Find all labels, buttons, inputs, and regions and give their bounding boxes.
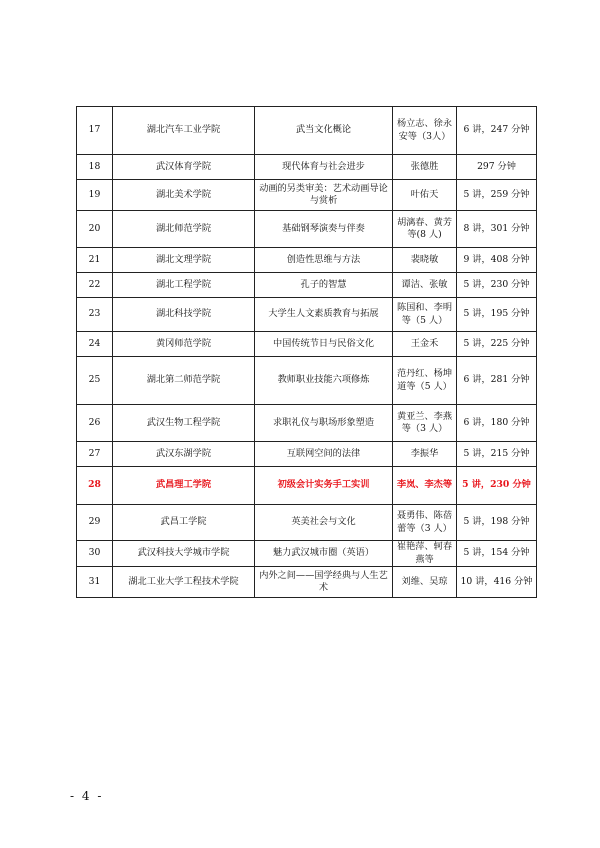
course-hours: 297 分钟: [457, 155, 537, 180]
table-row: [77, 505, 537, 541]
row-number: 25: [77, 357, 113, 405]
teacher-names: 胡漓春、黄芳等(8 人): [393, 211, 457, 248]
teacher-names: 陈国和、李明等（5 人）: [393, 298, 457, 332]
row-number: 22: [77, 273, 113, 298]
row-number: 26: [77, 405, 113, 442]
table-row: [77, 155, 537, 180]
course-name: 英美社会与文化: [255, 505, 393, 541]
school-name: 武汉体育学院: [113, 155, 255, 180]
school-name: 武昌工学院: [113, 505, 255, 541]
course-hours: 6 讲，247 分钟: [457, 107, 537, 155]
row-number: 20: [77, 211, 113, 248]
teacher-names: 刘维、吴琼: [393, 567, 457, 598]
teacher-names: 叶佑天: [393, 180, 457, 211]
school-name: 武汉东湖学院: [113, 442, 255, 467]
teacher-names: 黄亚兰、李燕等（3 人）: [393, 405, 457, 442]
teacher-names: 聂勇伟、陈蓓蕾等（3 人）: [393, 505, 457, 541]
school-name: 湖北工程学院: [113, 273, 255, 298]
row-number: 30: [77, 541, 113, 567]
school-name: 武昌理工学院: [113, 467, 255, 505]
row-number: 23: [77, 298, 113, 332]
row-number: 27: [77, 442, 113, 467]
teacher-names: 杨立志、徐永安等（3人）: [393, 107, 457, 155]
school-name: 武汉科技大学城市学院: [113, 541, 255, 567]
teacher-names: 范丹红、杨坤道等（5 人）: [393, 357, 457, 405]
course-name: 互联网空间的法律: [255, 442, 393, 467]
course-hours: 10 讲，416 分钟: [457, 567, 537, 598]
course-hours: 6 讲，180 分钟: [457, 405, 537, 442]
table-row: [77, 357, 537, 405]
school-name: 湖北科技学院: [113, 298, 255, 332]
school-name: 湖北文理学院: [113, 248, 255, 273]
course-name: 创造性思维与方法: [255, 248, 393, 273]
course-name: 现代体育与社会进步: [255, 155, 393, 180]
course-table: [76, 106, 537, 598]
row-number: 29: [77, 505, 113, 541]
teacher-names: 李岚、李杰等: [393, 467, 457, 505]
table-row: [77, 467, 537, 505]
row-number: 31: [77, 567, 113, 598]
table-row: [77, 541, 537, 567]
table-row: [77, 180, 537, 211]
row-number: 18: [77, 155, 113, 180]
course-hours: 5 讲，230 分钟: [457, 273, 537, 298]
teacher-names: 崔艳萍、轲春燕等: [393, 541, 457, 567]
table-row: [77, 332, 537, 357]
school-name: 湖北美术学院: [113, 180, 255, 211]
table-row: [77, 405, 537, 442]
teacher-names: 裴晓敏: [393, 248, 457, 273]
row-number: 19: [77, 180, 113, 211]
course-name: 动画的另类审美：艺术动画导论与赏析: [255, 180, 393, 211]
table-row: [77, 248, 537, 273]
course-name: 教师职业技能六项修炼: [255, 357, 393, 405]
table-row: [77, 298, 537, 332]
row-number: 24: [77, 332, 113, 357]
teacher-names: 王金禾: [393, 332, 457, 357]
course-name: 求职礼仪与职场形象塑造: [255, 405, 393, 442]
course-hours: 9 讲，408 分钟: [457, 248, 537, 273]
teacher-names: 李振华: [393, 442, 457, 467]
school-name: 武汉生物工程学院: [113, 405, 255, 442]
table-row: [77, 567, 537, 598]
course-name: 孔子的智慧: [255, 273, 393, 298]
table-row: [77, 273, 537, 298]
school-name: 黄冈师范学院: [113, 332, 255, 357]
course-hours: 5 讲，230 分钟: [457, 467, 537, 505]
school-name: 湖北师范学院: [113, 211, 255, 248]
school-name: 湖北汽车工业学院: [113, 107, 255, 155]
row-number: 21: [77, 248, 113, 273]
table-row: [77, 442, 537, 467]
course-name: 基础钢琴演奏与伴奏: [255, 211, 393, 248]
course-hours: 5 讲，259 分钟: [457, 180, 537, 211]
course-name: 武当文化概论: [255, 107, 393, 155]
course-hours: 5 讲，215 分钟: [457, 442, 537, 467]
table-row: [77, 211, 537, 248]
page-number: - 4 -: [70, 789, 104, 803]
course-name: 大学生人文素质教育与拓展: [255, 298, 393, 332]
row-number: 17: [77, 107, 113, 155]
course-hours: 5 讲，195 分钟: [457, 298, 537, 332]
course-hours: 5 讲，154 分钟: [457, 541, 537, 567]
row-number: 28: [77, 467, 113, 505]
course-hours: 5 讲，225 分钟: [457, 332, 537, 357]
teacher-names: 张德胜: [393, 155, 457, 180]
course-hours: 5 讲，198 分钟: [457, 505, 537, 541]
teacher-names: 谭洁、张敏: [393, 273, 457, 298]
course-name: 初级会计实务手工实训: [255, 467, 393, 505]
course-name: 内外之间——国学经典与人生艺术: [255, 567, 393, 598]
school-name: 湖北工业大学工程技术学院: [113, 567, 255, 598]
course-hours: 8 讲，301 分钟: [457, 211, 537, 248]
course-hours: 6 讲，281 分钟: [457, 357, 537, 405]
course-name: 中国传统节日与民俗文化: [255, 332, 393, 357]
table-row: [77, 107, 537, 155]
course-table-body: [77, 107, 537, 598]
school-name: 湖北第二师范学院: [113, 357, 255, 405]
course-name: 魅力武汉城市圈（英语）: [255, 541, 393, 567]
